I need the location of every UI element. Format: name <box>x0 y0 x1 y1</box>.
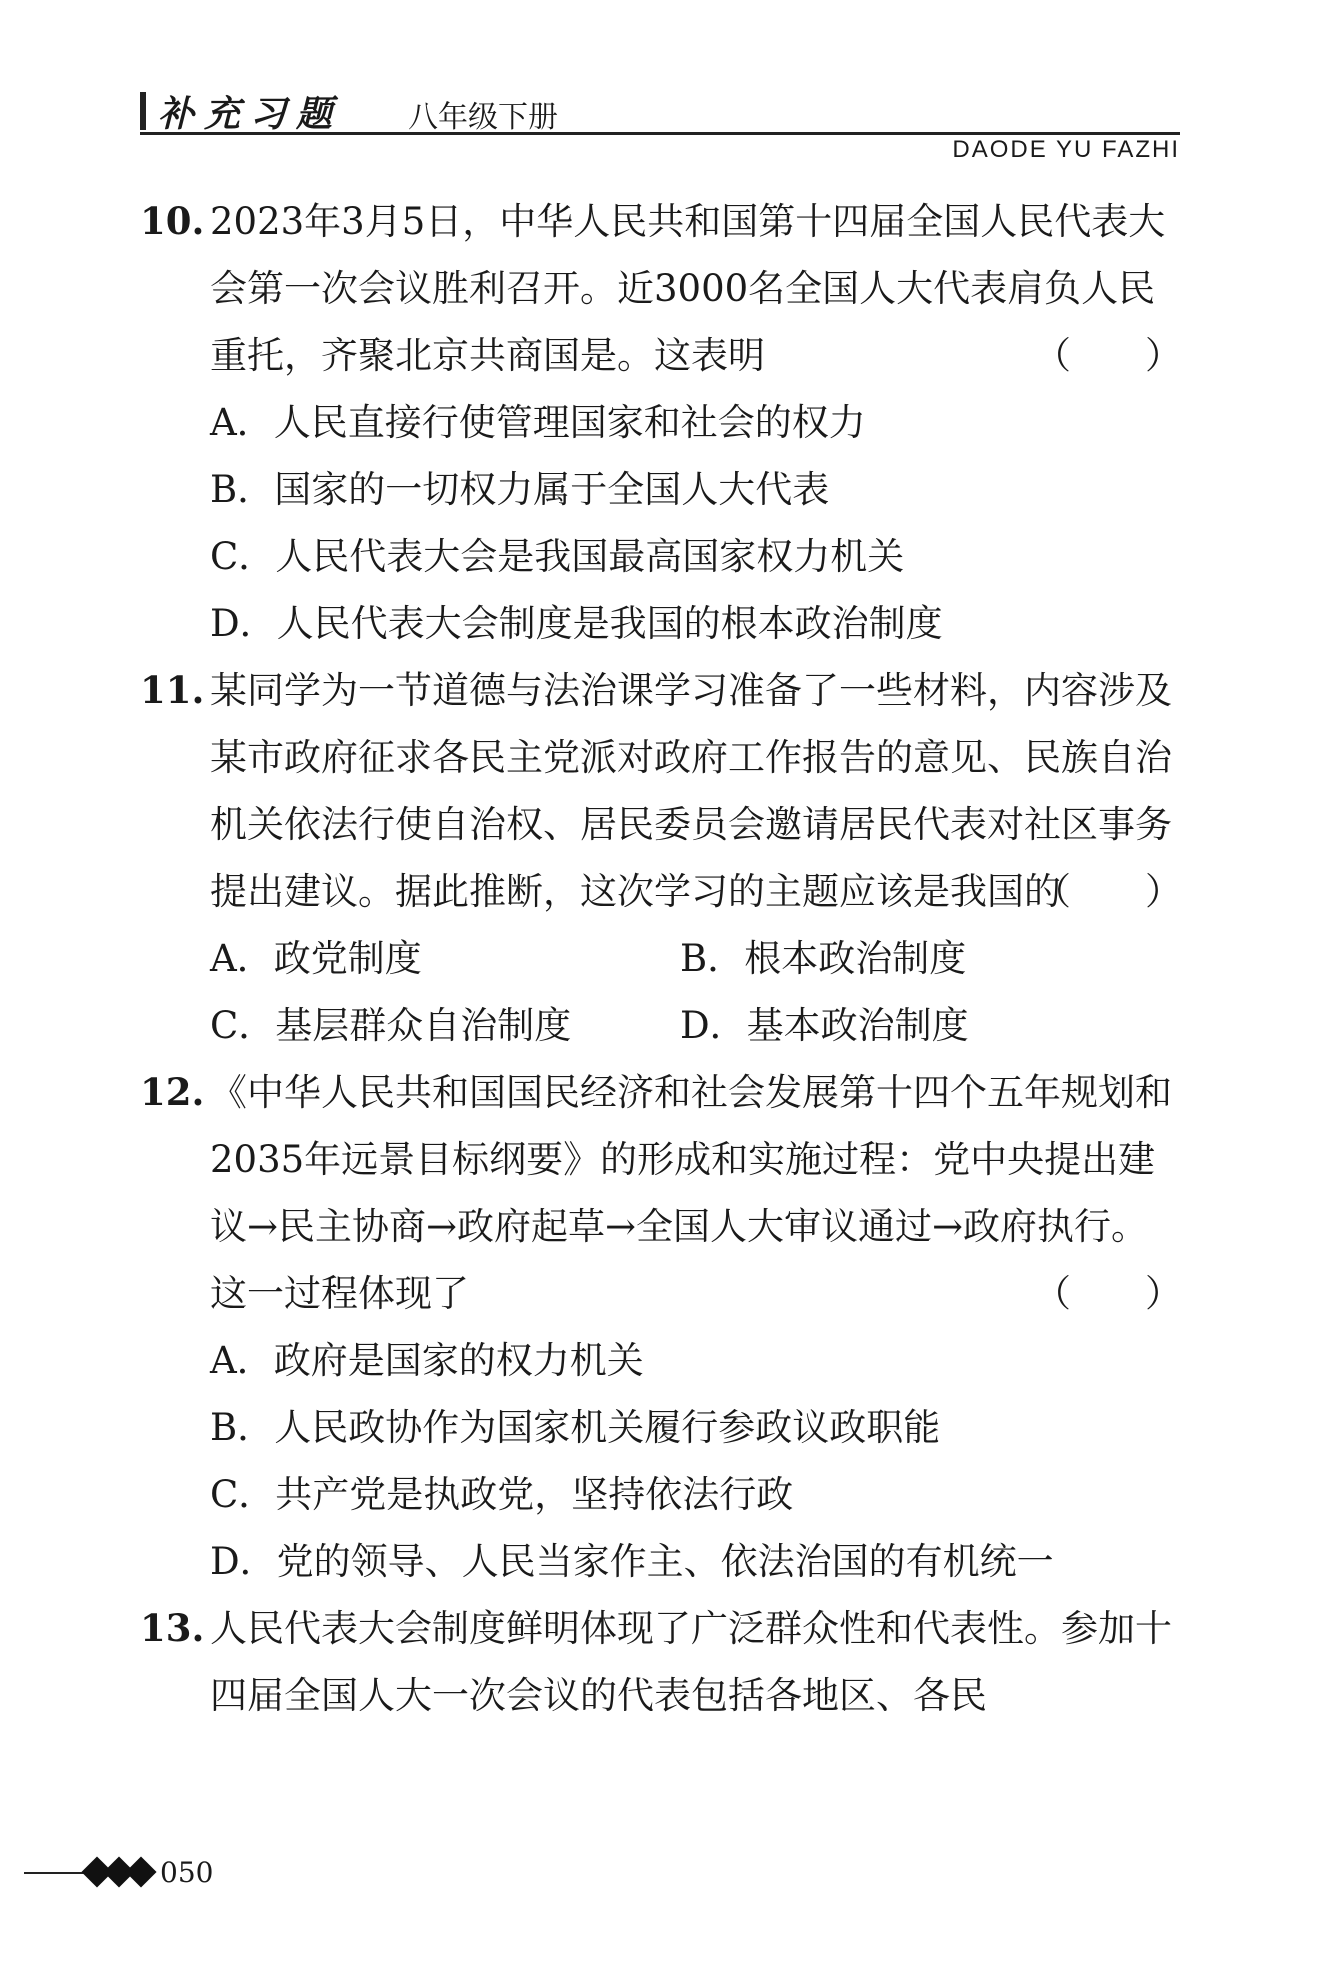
option-d: D．党的领导、人民当家作主、依法治国的有机统一 <box>210 1540 1054 1583</box>
option-c: C．基层群众自治制度 <box>210 1004 572 1047</box>
option-c: C．共产党是执政党，坚持依法行政 <box>210 1473 794 1516</box>
option-a: A．政府是国家的权力机关 <box>210 1339 644 1382</box>
subject-label: DAODE YU FAZHI <box>952 136 1180 163</box>
question-number: 12. <box>140 1070 205 1114</box>
header-bar <box>140 92 146 130</box>
option-d: D．人民代表大会制度是我国的根本政治制度 <box>210 602 943 645</box>
option-row <box>210 992 1182 1059</box>
option-b: B．国家的一切权力属于全国人大代表 <box>210 468 830 511</box>
option-b: B．根本政治制度 <box>680 937 967 980</box>
answer-bracket: （ ） <box>1034 1272 1182 1315</box>
question-stem: 人民代表大会制度鲜明体现了广泛群众性和代表性。参加十四届全国人大一次会议的代表包括各地区、各民 <box>210 1607 1172 1717</box>
question-number: 10. <box>140 199 205 243</box>
question-number: 13. <box>140 1606 205 1650</box>
subject-line <box>140 132 1180 168</box>
answer-bracket: （ ） <box>1034 334 1182 377</box>
footer-rule <box>24 1872 84 1874</box>
option-a: A．政党制度 <box>210 937 422 980</box>
question-11 <box>140 657 1182 1059</box>
page-number: 050 <box>160 1856 214 1889</box>
option-d: D．基本政治制度 <box>680 1004 969 1047</box>
question-10 <box>140 188 1182 657</box>
option-row <box>210 925 1182 992</box>
page-header <box>140 84 1180 135</box>
option-c: C．人民代表大会是我国最高国家权力机关 <box>210 535 905 578</box>
diamond-icon <box>125 1856 156 1887</box>
answer-bracket: （ ） <box>1034 870 1182 913</box>
option-a: A．人民直接行使管理国家和社会的权力 <box>210 401 866 444</box>
option-b: B．人民政协作为国家机关履行参政议政职能 <box>210 1406 941 1449</box>
grade-label: 八年级下册 <box>408 100 558 135</box>
question-13 <box>140 1595 1182 1729</box>
page-footer <box>0 1852 300 1892</box>
question-list <box>140 188 1182 1729</box>
series-title: 补充习题 <box>158 93 343 135</box>
question-stem: 某同学为一节道德与法治课学习准备了一些材料，内容涉及某市政府征求各民主党派对政府工作报告的意见、民族自治机关依法行使自治权、居民委员会邀请居民代表对社区事务提出建议。据此推断，这次学习的主题应该是我国的 （ ） <box>210 657 1182 925</box>
question-stem: 2023年3月5日，中华人民共和国第十四届全国人民代表大会第一次会议胜利召开。近3000名全国人大代表肩负人民重托，齐聚北京共商国是。这表明 （ ） <box>210 188 1182 389</box>
question-number: 11. <box>140 668 205 712</box>
question-stem: 《中华人民共和国国民经济和社会发展第十四个五年规划和2035年远景目标纲要》的形成和实施过程：党中央提出建议→民主协商→政府起草→全国人大审议通过→政府执行。这一过程体现了 （ ） <box>210 1059 1182 1327</box>
question-12 <box>140 1059 1182 1595</box>
